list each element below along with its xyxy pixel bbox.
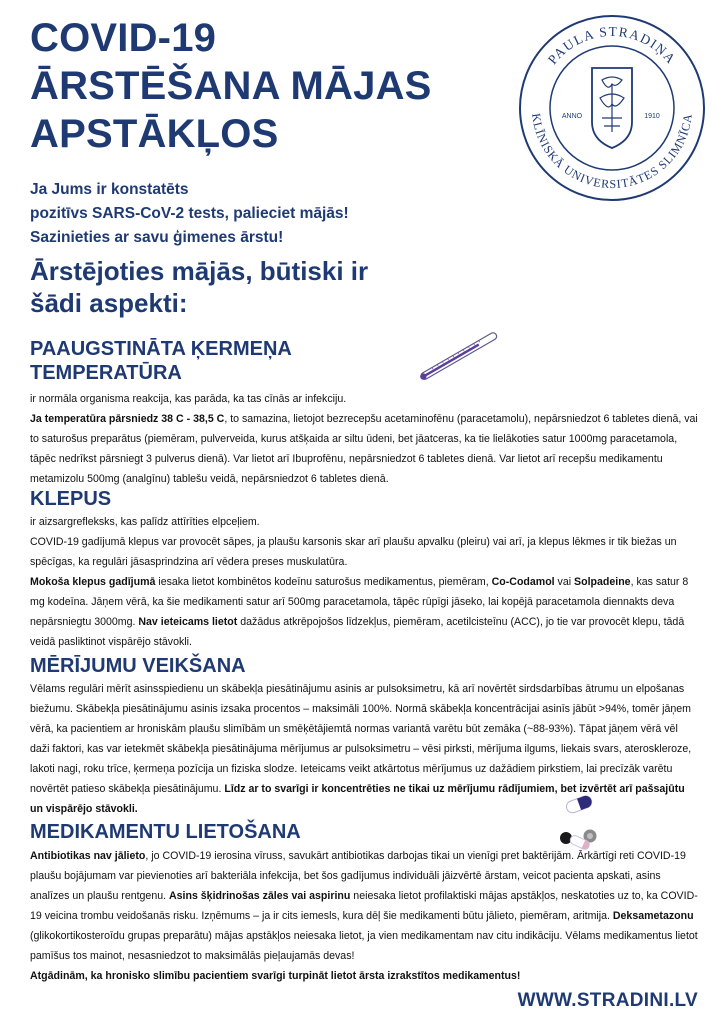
subtitle-line-3: Sazinieties ar savu ģimenes ārstu! (30, 229, 284, 246)
title-line-1: COVID-19 (30, 16, 217, 60)
website-link[interactable]: WWW.STRADINI.LV (517, 990, 698, 1011)
medication-heading: MEDIKAMENTU LIETOŠANA (30, 821, 301, 843)
measurements-heading: MĒRĪJUMU VEIKŠANA (30, 655, 246, 677)
logo-anno: ANNO (561, 113, 583, 120)
pills-icon (540, 792, 620, 852)
hospital-logo-seal (516, 12, 708, 204)
aspects-heading: Ārstējoties mājās, būtiski ir šādi aspekti: (30, 256, 369, 318)
thermometer-icon (410, 318, 510, 394)
title-line-3: APSTĀKĻOS (30, 112, 279, 156)
page-title (30, 14, 432, 158)
medication-text: Antibiotikas nav jālieto, jo COVID-19 ierosina vīruss, savukārt antibiotikas darbojas tikai un vienīgi pret baktērijām. Ārkārtīgi reti COVID-19 plaušu bojājumam var pievienoties arī bakteriāla infekcija, bet šos gadījumus individuāli jāizvērtē ārstam, veicot pacienta apskati, asins analīzes un plaušu rentgenu. Asins šķidrinošas zāles vai aspirinu neiesaka lietot profilaktiski mājas apstākļos, neskatoties uz to, ka COVID-19 veicina trombu veidošanās risku. Izņēmums – ja ir cits iemesls, kura dēļ šie medikamenti būtu jālieto, piemēram, aritmija. Deksametazonu (glikokortikosteroīdu grupas preparātu) mājas apstākļos neiesaka lietot, ja vien medikamentam nav citu indikāciju. Vēlams medikamentus lietot pamīšus tos mainot, nesasniedzot to maksimālās pieļaujamās devas! Atgādinām, ka hronisko slimību pacientiem svarīgi turpināt lietot ārsta izrakstītos medikamentus! (30, 850, 698, 982)
logo-ring-text-bottom: KLĪNISKĀ UNIVERSITĀTES SLIMNĪCA (529, 112, 695, 192)
measurements-text: Vēlams regulāri mērīt asinsspiedienu un skābekļa piesātinājumu asinis ar pulsoksimetru, kā arī novērtēt sirdsdarbības ātrumu un elpošanas biežumu. Skābekļa piesātinājumu asinis izsaka procentos – maksimāli 100%. Normā skābekļa koncentrācijai asinīs jābūt >94%, tomēr jāņem vērā, ka pacientiem ar hroniskām plaušu slimībām un smēķētājiemtā normas variantā varētu būt zemāka (~88-93%). Tāpat jāņem vērā vēl daži faktori, kas var ietekmēt skābekļa piesātinājuma mērījumus ar pulsoksimetru – vēsi pirksti, mērījuma ilgums, liekais svars, ateroskleroze, lakoti nagi, roku trīce, ķermeņa pozīcija un fiziska slodze. Ieteicams veikt atkārtotus mērījumus uz dažādiem pirkstiem, lai precīzāk varētu novērtēt patieso skābekļa piesātinājumu. Līdz ar to svarīgi ir koncentrēties ne tikai uz mērījumu rādījumiem, bet izvērtēt arī pašsajūtu un vispārējo stāvokli. (30, 683, 692, 815)
subtitle-line-2: pozitīvs SARS-CoV-2 tests, palieciet mājās! (30, 205, 349, 222)
subtitle-line-1: Ja Jums ir konstatēts (30, 181, 189, 198)
title-line-2: ĀRSTĒŠANA MĀJAS (30, 64, 432, 108)
temperature-heading: PAAUGSTINĀTA ĶERMEŅA TEMPERATŪRA (30, 338, 292, 384)
cough-heading: KLEPUS (30, 488, 112, 510)
logo-year: 1910 (644, 113, 660, 120)
temperature-text: ir normāla organisma reakcija, kas parāda, ka tas cīnās ar infekciju. Ja temperatūra pārsniedz 38 C - 38,5 C, to samazina, lietojot bezrecepšu acetaminofēnu (paracetamolu), nepārsniedzot 6 tabletes dienā, vai to saturošus preparātus (piemēram, pulverveida, kurus atšķaida ar siltu ūdeni, bet jāatceras, ka tie lielākoties satur 1000mg paracetamola, tāpēc nedrīkst pārsniegt 3 pulverus dienā). Var lietot arī Ibuprofēnu, nepārsniedzot 6 tabletes dienā. Var lietot arī recepšu medikamentu metamizolu 500mg (analgīnu) tablešu veidā, nepārsniedzot 6 tabletes dienā. (30, 393, 698, 485)
subtitle-block (30, 178, 349, 250)
cough-text: ir aizsargrefleksks, kas palīdz attīrīties elpceļiem. COVID-19 gadījumā klepus var provocēt sāpes, ja plaušu karsonis skar arī plaušu apvalku (pleiru) vai arī, ja klepus lēkmes ir tik biežas un spēcīgas, ka regulāri jāsasprindzina arī vēdera preses muskulatūra. Mokoša klepus gadījumā iesaka lietot kombinētos kodeīnu saturošus medikamentus, piemēram, Co-Codamol vai Solpadeine, kas satur 8 mg kodeīna. Jāņem vērā, ka šie medikamenti satur arī 500mg paracetamola, tāpēc rūpīgi jāseko, lai kopējā paracetamola diennakts deva nepārsniegtu 3000mg. Nav ieteicams lietot dažādus atkrēpojošos līdzekļus, piemēram, acetilcisteīnu (ACC), jo tie var provocēt klepu, tādā veidā pasliktinot vispārējo stāvokli. (30, 516, 689, 648)
logo-ring-text-top: PAULA STRADIŅA (544, 23, 680, 68)
